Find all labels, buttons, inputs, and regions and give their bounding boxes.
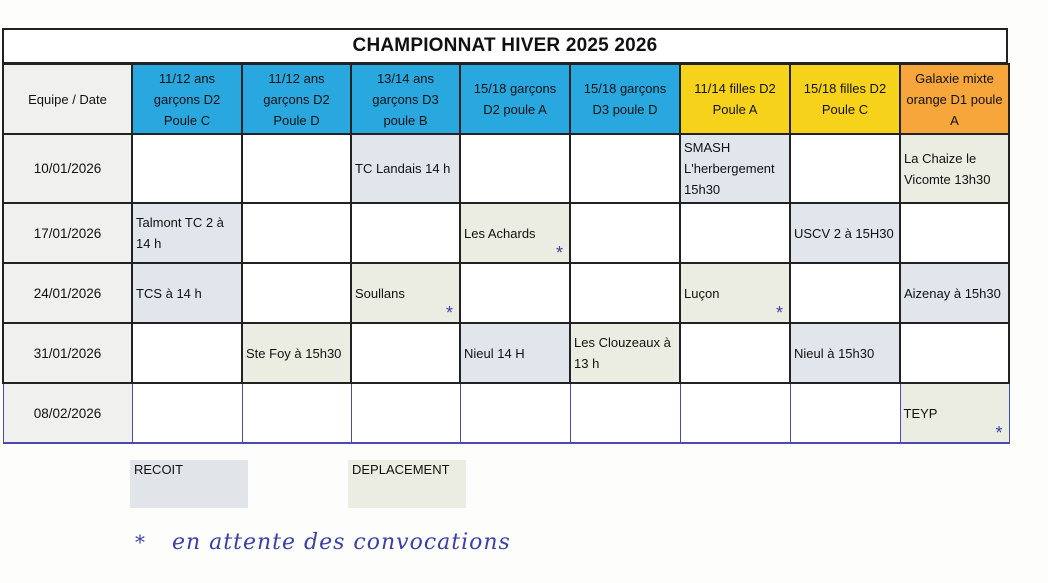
match-cell (570, 134, 680, 203)
match-cell (680, 203, 790, 263)
match-cell (570, 263, 680, 323)
match-cell (680, 383, 790, 443)
header-col-7: 15/18 filles D2 Poule C (790, 64, 900, 134)
match-cell (900, 383, 1009, 443)
match-cell (680, 323, 790, 383)
table-row (3, 134, 1009, 203)
header-col-4: 15/18 garçons D2 poule A (460, 64, 570, 134)
match-text: Luçon (684, 285, 720, 301)
match-cell (132, 323, 242, 383)
note-text: en attente des convocations (172, 530, 511, 555)
match-text: Ste Foy à 15h30 (246, 345, 342, 361)
match-text: Soullans (355, 285, 405, 301)
match-cell (132, 263, 242, 323)
handwritten-note (135, 530, 511, 555)
match-cell (680, 263, 790, 323)
match-text: TCS à 14 h (136, 285, 202, 301)
asterisk-icon: * (555, 243, 563, 263)
match-cell (242, 263, 351, 323)
table-row (3, 203, 1009, 263)
legend-deplacement: DEPLACEMENT (348, 460, 466, 508)
match-cell (242, 323, 351, 383)
match-cell (680, 134, 790, 203)
date-cell: 17/01/2026 (3, 203, 132, 263)
match-cell (790, 134, 900, 203)
header-equipe-date: Equipe / Date (3, 64, 132, 134)
table-row (3, 263, 1009, 323)
asterisk-icon: * (775, 303, 783, 323)
sheet-title: CHAMPIONNAT HIVER 2025 2026 (2, 28, 1008, 63)
match-text: Nieul à 15h30 (794, 345, 875, 361)
match-cell (790, 383, 900, 443)
asterisk-icon: * (995, 423, 1003, 443)
match-cell (351, 263, 460, 323)
header-col-5: 15/18 garçons D3 poule D (570, 64, 680, 134)
schedule-sheet (2, 28, 1008, 444)
table-row (3, 323, 1009, 383)
match-cell (900, 323, 1009, 383)
match-cell (242, 383, 351, 443)
match-cell (900, 263, 1009, 323)
match-text: La Chaize le Vicomte 13h30 (904, 150, 991, 187)
date-cell: 24/01/2026 (3, 263, 132, 323)
match-cell (900, 134, 1009, 203)
match-text: Aizenay à 15h30 (904, 285, 1001, 301)
match-cell (351, 383, 460, 443)
match-text: TEYP (903, 405, 938, 421)
date-cell: 31/01/2026 (3, 323, 132, 383)
match-cell (132, 383, 242, 443)
header-col-8: Galaxie mixte orange D1 poule A (900, 64, 1009, 134)
match-cell (351, 203, 460, 263)
match-cell (570, 323, 680, 383)
schedule-table (2, 63, 1010, 444)
match-text: Nieul 14 H (464, 345, 525, 361)
match-cell (790, 323, 900, 383)
header-col-2: 11/12 ans garçons D2 Poule D (242, 64, 351, 134)
asterisk-icon: * (445, 303, 453, 323)
match-cell (351, 323, 460, 383)
table-row (3, 383, 1009, 443)
match-text: Les Achards (464, 225, 536, 241)
date-cell: 10/01/2026 (3, 134, 132, 203)
match-cell (460, 263, 570, 323)
header-col-3: 13/14 ans garçons D3 poule B (351, 64, 460, 134)
match-text: Talmont TC 2 à 14 h (136, 215, 224, 251)
match-text: Les Clouzeaux à 13 h (574, 335, 671, 371)
header-col-1: 11/12 ans garçons D2 Poule C (132, 64, 242, 134)
match-text: TC Landais 14 h (355, 161, 451, 176)
match-cell (242, 203, 351, 263)
match-cell (351, 134, 460, 203)
date-cell: 08/02/2026 (3, 383, 132, 443)
match-cell (570, 203, 680, 263)
match-cell (570, 383, 680, 443)
match-cell (790, 263, 900, 323)
match-cell (460, 323, 570, 383)
header-col-6: 11/14 filles D2 Poule A (680, 64, 790, 134)
match-cell (460, 203, 570, 263)
match-text: USCV 2 à 15H30 (794, 225, 894, 241)
match-cell (132, 203, 242, 263)
match-cell (900, 203, 1009, 263)
asterisk-icon: * (135, 530, 146, 554)
match-cell (242, 134, 351, 203)
legend-recoit: RECOIT (130, 460, 248, 508)
match-text: SMASH L'herbergement 15h30 (684, 140, 775, 197)
match-cell (460, 383, 570, 443)
match-cell (132, 134, 242, 203)
match-cell (460, 134, 570, 203)
match-cell (790, 203, 900, 263)
